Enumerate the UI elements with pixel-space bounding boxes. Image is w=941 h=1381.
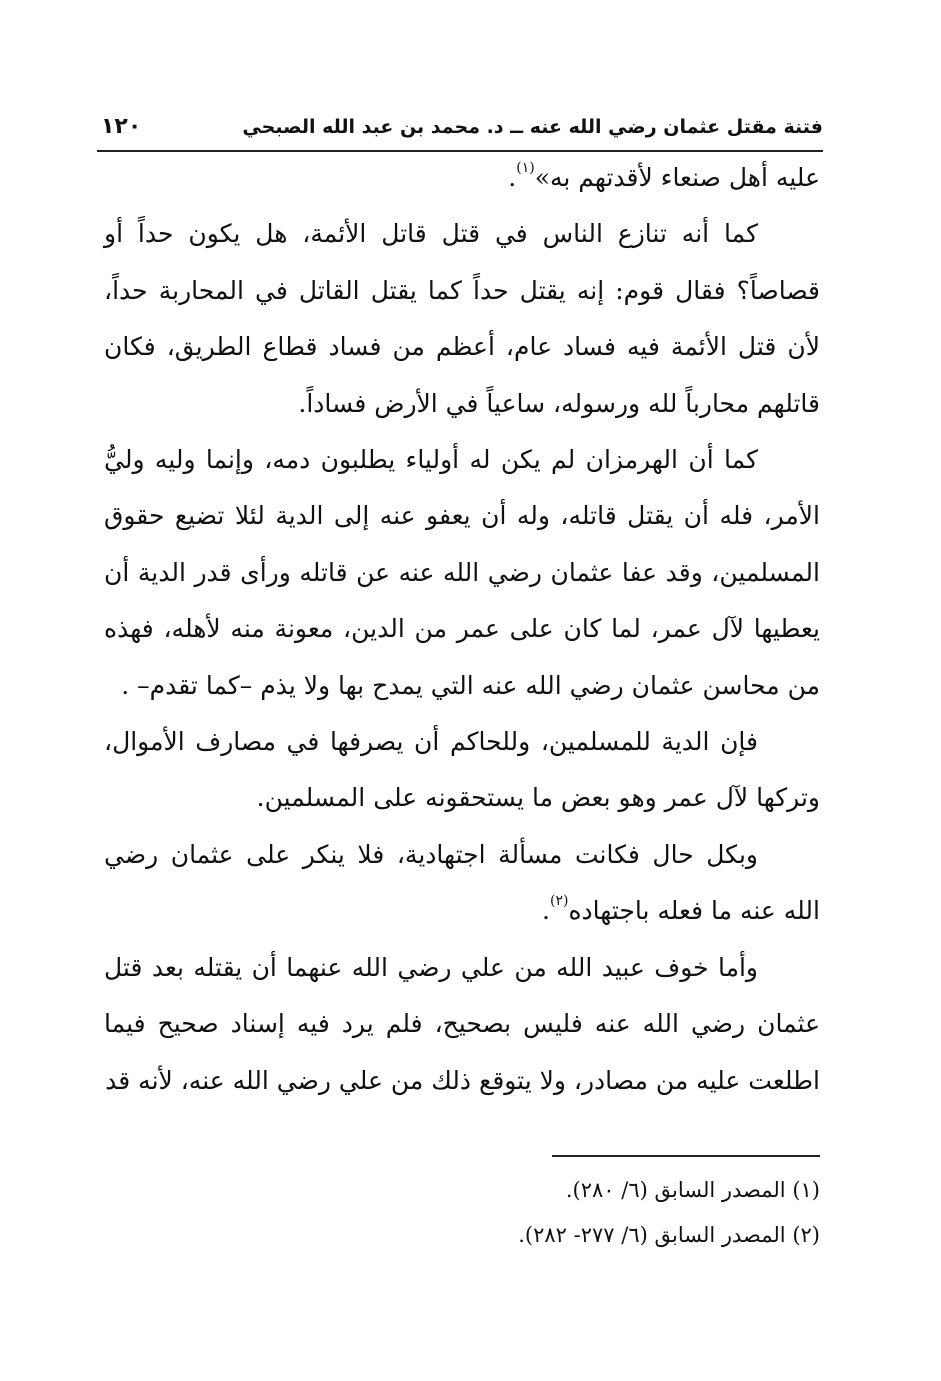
footnotes — [400, 1168, 820, 1258]
paragraph-5 — [104, 827, 820, 940]
paragraph-1-tail: . — [508, 163, 517, 192]
footnote-rule — [552, 1155, 820, 1157]
paragraph-4: فإن الدية للمسلمين، وللحاكم أن يصرفها في مصارف الأموال، وتركها لآل عمر وهو بعض ما يستحقونه على المسلمين. — [104, 727, 820, 813]
footnote-2-number: (٢) — [792, 1223, 820, 1247]
paragraph-2: كما أنه تنازع الناس في قتل قاتل الأئمة، هل يكون حداً أو قصاصاً؟ فقال قوم: إنه يقتل حداً كما يقتل القاتل في المحاربة حداً، لأن قتل الأئمة فيه فساد عام، أعظم من فساد قطاع الطريق، فكان قاتلهم محارباً لله ورسوله، ساعياً في الأرض فساداً. — [104, 219, 820, 418]
paragraph-3: كما أن الهرمزان لم يكن له أولياء يطلبون دمه، وإنما وليه وليُّ الأمر، فله أن يقتل قاتله، وله أن يعفو عنه إلى الدية لئلا تضيع حقوق المسلمين، وقد عفا عثمان رضي الله عنه عن قاتله ورأى قدر الدية أن يعطيها لآل عمر، لما كان على عمر من الدين، معونة منه لأهله، فهذه من محاسن عثمان رضي الله عنه التي يمدح بها ولا يذم –كما تقدم– . — [104, 445, 820, 700]
paragraph-1 — [104, 150, 820, 206]
footnote-2-text: المصدر السابق (٦/ ٢٧٧- ٢٨٢). — [518, 1223, 786, 1247]
footnote-1 — [400, 1168, 820, 1213]
paragraph-5-tail: . — [542, 896, 550, 926]
footnote-2 — [400, 1213, 820, 1258]
paragraph-5-text: وبكل حال فكانت مسألة اجتهادية، فلا ينكر على عثمان رضي الله عنه ما فعله باجتهاده — [104, 839, 820, 926]
paragraph-6: وأما خوف عبيد الله من علي رضي الله عنهما أن يقتله بعد قتل عثمان رضي الله عنه فليس بصحيح، فلم يرد فيه إسناد صحيح فيما اطلعت عليه من مصادر، ولا يتوقع ذلك من علي رضي الله عنه، لأنه قد — [104, 952, 820, 1095]
body-text — [104, 150, 820, 1109]
footnote-1-number: (١) — [792, 1178, 820, 1202]
paragraph-1-text: عليه أهل صنعاء لأقدتهم به» — [534, 163, 820, 192]
footnote-ref-2: (٢) — [549, 893, 569, 910]
footnote-ref-1: (١) — [516, 160, 535, 176]
header-title: فتنة مقتل عثمان رضي الله عنه ــ د. محمد بن عبد الله الصبحي — [242, 116, 823, 138]
running-header — [97, 110, 823, 150]
page-number: ١٢٠ — [101, 114, 142, 139]
footnote-1-text: المصدر السابق (٦/ ٢٨٠). — [565, 1178, 786, 1202]
